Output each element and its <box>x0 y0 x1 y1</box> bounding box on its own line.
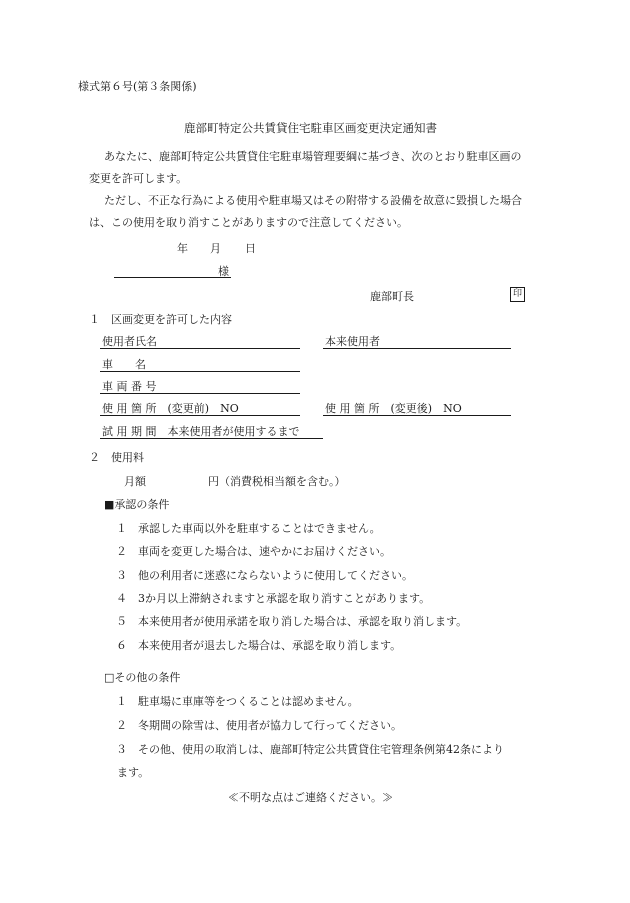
vehicle-name-underline <box>100 371 300 372</box>
intro-line-3: ただし、不正な行為による使用や駐車場又はその附帯する設備を故意に毀損した場合 <box>104 194 522 207</box>
trial-period-underline <box>100 438 323 439</box>
vehicle-number-label: 車 両 番 号 <box>102 380 157 393</box>
other-condition-continuation: ます。 <box>117 766 150 779</box>
form-number: 様式第６号(第３条関係) <box>78 80 197 93</box>
intro-line-2: 変更を許可します。 <box>89 172 188 185</box>
date-month: 月 <box>210 242 221 255</box>
location-before-underline <box>100 415 300 416</box>
document-title: 鹿部町特定公共賃貸住宅駐車区画変更決定通知書 <box>184 121 437 135</box>
fee-yen-label: 円（消費税相当額を含む。） <box>208 475 346 488</box>
approval-condition-item: １ 承認した車両以外を駐車することはできません。 <box>116 522 381 535</box>
addressee-line <box>114 277 231 278</box>
location-after-underline <box>323 415 511 416</box>
original-user-underline <box>323 348 511 349</box>
section1-heading: １ 区画変更を許可した内容 <box>89 313 232 326</box>
approval-conditions-heading: ■承認の条件 <box>104 498 170 511</box>
location-after-label: 使 用 箇 所 (変更後) NO <box>325 402 462 415</box>
vehicle-number-underline <box>100 393 300 394</box>
approval-condition-item: ３ 他の利用者に迷惑にならないように使用してください。 <box>116 569 413 582</box>
addressee-suffix: 様 <box>218 265 229 278</box>
other-condition-item: １ 駐車場に車庫等をつくることは認めません。 <box>116 695 359 708</box>
section2-heading: ２ 使用料 <box>89 451 144 464</box>
user-name-underline <box>100 348 300 349</box>
approval-condition-item: ２ 車両を変更した場合は、速やかにお届けください。 <box>116 545 391 558</box>
intro-line-4: は、この使用を取り消すことがありますので注意してください。 <box>89 216 408 229</box>
trial-period-label: 試 用 期 間 本来使用者が使用するまで <box>102 425 300 438</box>
fee-monthly-label: 月額 <box>124 475 146 488</box>
user-name-label: 使用者氏名 <box>102 335 157 348</box>
original-user-label: 本来使用者 <box>325 335 380 348</box>
vehicle-name-label: 車 名 <box>102 358 146 371</box>
official-seal-box: 印 <box>510 287 525 302</box>
approval-condition-item: ４ 3か月以上滞納されますと承認を取り消すことがあります。 <box>116 592 431 605</box>
approval-condition-item: ６ 本来使用者が退去した場合は、承認を取り消します。 <box>116 639 402 652</box>
other-condition-item: ２ 冬期間の除雪は、使用者が協力して行ってください。 <box>116 719 402 732</box>
issuer-name: 鹿部町長 <box>370 290 414 303</box>
footer-note: ≪不明な点はご連絡ください。≫ <box>228 791 393 804</box>
date-day: 日 <box>245 242 256 255</box>
approval-condition-item: ５ 本来使用者が使用承諾を取り消した場合は、承認を取り消します。 <box>116 615 468 628</box>
location-before-label: 使 用 箇 所 (変更前) NO <box>102 402 239 415</box>
date-year: 年 <box>177 242 188 255</box>
intro-line-1: あなたに、鹿部町特定公共賃貸住宅駐車場管理要綱に基づき、次のとおり駐車区画の <box>104 150 522 163</box>
other-condition-item: ３ その他、使用の取消しは、鹿部町特定公共賃貸住宅管理条例第42条により <box>116 743 504 756</box>
other-conditions-heading: □その他の条件 <box>104 671 181 684</box>
